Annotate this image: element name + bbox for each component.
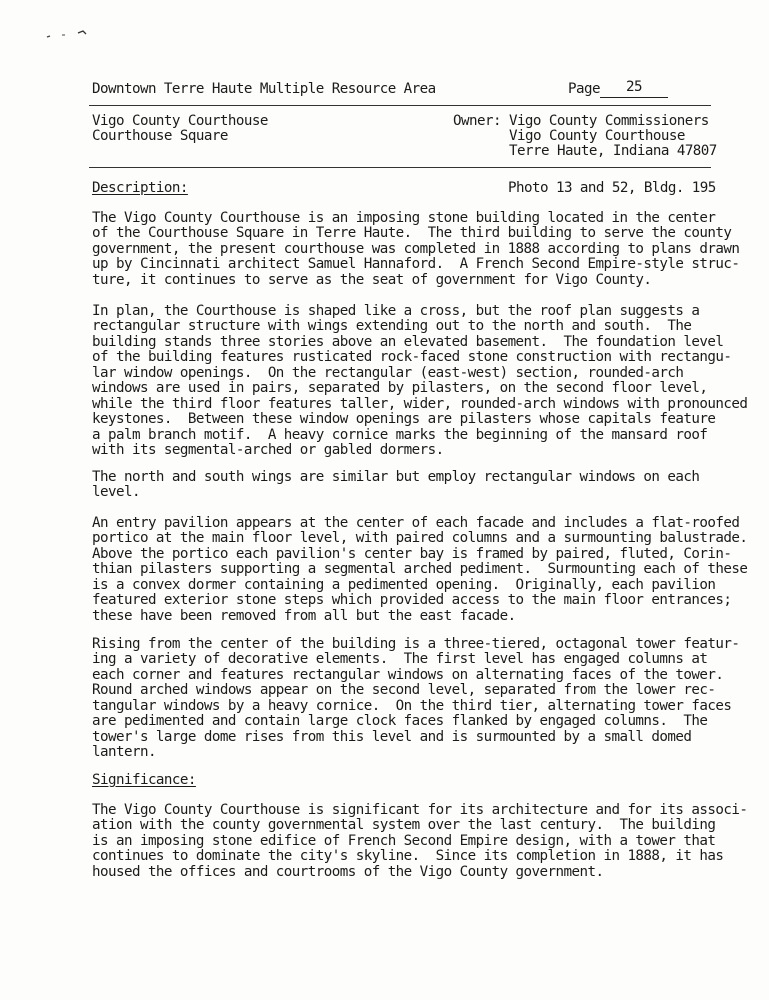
- owner-name: Vigo County Commissioners: [508, 113, 709, 129]
- area-title: Downtown Terre Haute Multiple Resource Area: [92, 81, 436, 97]
- owner-line-2: Vigo County Courthouse: [509, 128, 685, 144]
- section-rule: [89, 167, 711, 168]
- description-paragraph-2: In plan, the Courthouse is shaped like a cross, but the roof plan suggests a rectangular structure with wings extending out to the north and south. The building stands three stories above an elevated basement. The foundation level of the building features rusticated rock-faced stone construction with rectangu- lar window openings. On the rectangular (east-west) section, rounded-arch windows are used in pairs, separated by pilasters, on the second floor level, while the third floor features taller, wider, rounded-arch windows with pronounced keystones. Between these window openings are pilasters whose capitals feature a palm branch motif. A heavy cornice marks the beginning of the mansard roof with its segmental-arched or gabled dormers.: [92, 303, 748, 459]
- page-number: 25: [625, 79, 643, 95]
- owner-line-1: [453, 114, 709, 129]
- description-paragraph-4: An entry pavilion appears at the center of each facade and includes a flat-roofed portico at the main floor level, with paired columns and a surmounting balustrade. Above the portico each pavilion's center bay is framed by paired, fluted, Corin- thian pilasters supporting a segmental arched pediment. Surmounting each of these is a convex dormer containing a pedimented opening. Originally, each pavilion featured exterior stone steps which provided access to the main floor entrances; these have been removed from all but the east facade.: [92, 515, 748, 624]
- owner-label: Owner:: [453, 113, 501, 129]
- description-paragraph-5: Rising from the center of the building is a three-tiered, octagonal tower featur- ing a variety of decorative elements. The first level has engaged columns at each corner and features rectangular windows on alternating faces of the tower. Round arched windows appear on the second level, separated from the lower rec- tangular windows by a heavy cornice. On the third tier, alternating tower faces are pedimented and contain large clock faces flanked by engaged columns. The tower's large dome rises from this level and is surmounted by a small domed lantern.: [92, 636, 740, 761]
- significance-paragraph: The Vigo County Courthouse is significant for its architecture and for its associ- ation with the county governmental system over the last century. The building is an imposing stone edifice of French Second Empire design, with a tower that continues to dominate the city's skyline. Since its completion in 1888, it has housed the offices and courtrooms of the Vigo County government.: [92, 802, 748, 880]
- stray-ink-mark: [42, 26, 92, 40]
- page-label: Page: [568, 81, 600, 97]
- description-paragraph-1: The Vigo County Courthouse is an imposing stone building located in the center of the Courthouse Square in Terre Haute. The third building to serve the county government, the present courthouse was completed in 1888 according to plans drawn up by Cincinnati architect Samuel Hannaford. A French Second Empire-style struc- ture, it continues to serve as the seat of government for Vigo County.: [92, 210, 740, 288]
- photo-reference: Photo 13 and 52, Bldg. 195: [508, 180, 716, 196]
- description-paragraph-3: The north and south wings are similar but employ rectangular windows on each level.: [92, 469, 700, 501]
- property-name: Vigo County Courthouse: [92, 113, 268, 129]
- owner-line-3: Terre Haute, Indiana 47807: [509, 143, 717, 159]
- property-location: Courthouse Square: [92, 128, 228, 144]
- header-rule: [89, 105, 711, 106]
- description-heading: Description:: [92, 180, 188, 196]
- significance-heading: Significance:: [92, 772, 196, 788]
- page-number-underline: [600, 97, 668, 98]
